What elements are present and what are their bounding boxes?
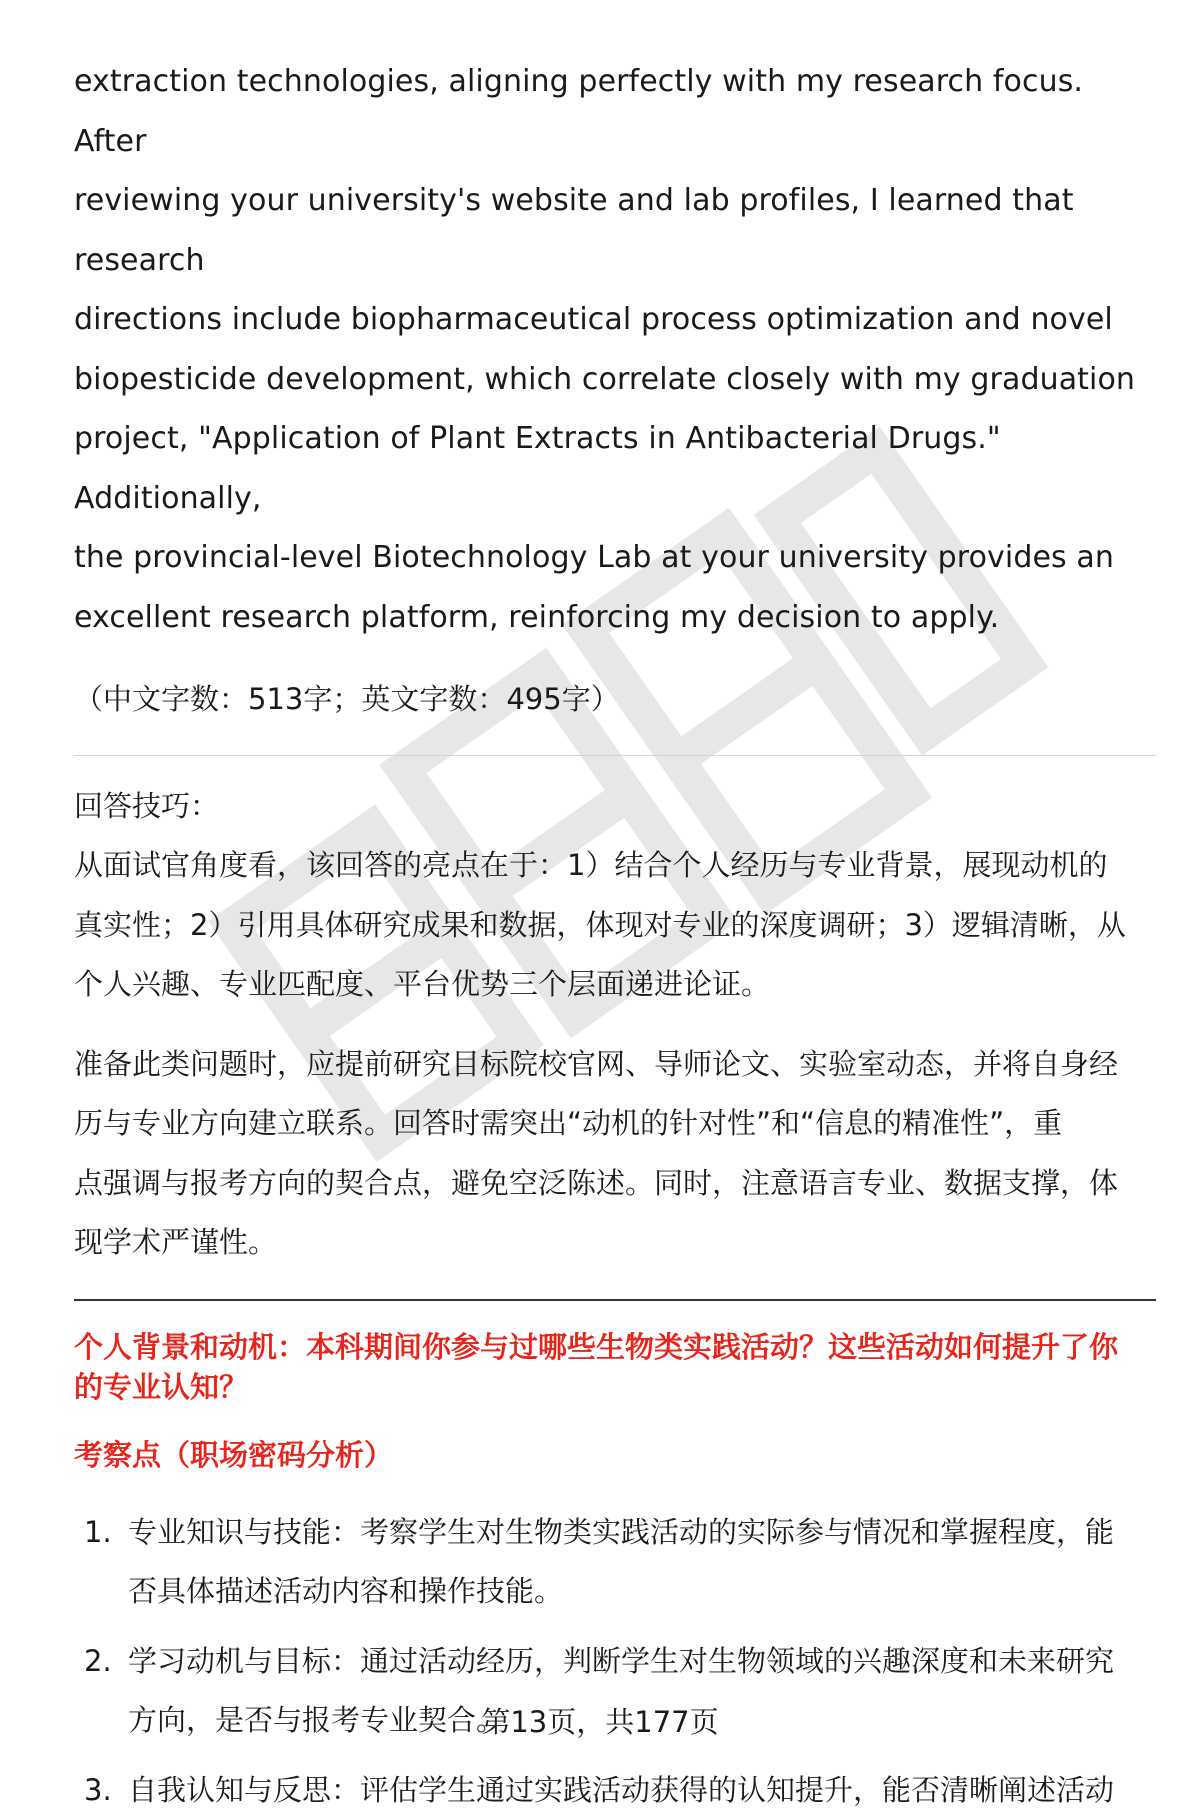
list-item <box>74 1503 1156 1622</box>
text-line: project, "Application of Plant Extracts in Antibacterial Drugs." Additionally, <box>74 409 1156 528</box>
text-line: 历与专业方向建立联系。回答时需突出“动机的针对性”和“信息的精准性”，重 <box>74 1094 1156 1154</box>
page-footer: 第13页，共177页 <box>0 1702 1200 1742</box>
english-paragraph <box>74 52 1156 647</box>
document-page <box>74 52 1156 1820</box>
list-number: 2. <box>84 1632 112 1692</box>
text-line: reviewing your university's website and lab profiles, I learned that research <box>74 171 1156 290</box>
tips-heading: 回答技巧： <box>74 776 1156 836</box>
section-divider <box>74 1299 1156 1301</box>
list-item <box>74 1761 1156 1820</box>
text-line: 否具体描述活动内容和操作技能。 <box>128 1562 1156 1622</box>
list-number: 1. <box>84 1503 112 1563</box>
text-line: 点强调与报考方向的契合点，避免空泛陈述。同时，注意语言专业、数据支撑，体 <box>74 1154 1156 1214</box>
question-line: 个人背景和动机：本科期间你参与过哪些生物类实践活动？这些活动如何提升了你 <box>74 1327 1156 1367</box>
text-line: 专业知识与技能：考察学生对生物类实践活动的实际参与情况和掌握程度，能 <box>128 1503 1156 1563</box>
text-line: 准备此类问题时，应提前研究目标院校官网、导师论文、实验室动态，并将自身经 <box>74 1035 1156 1095</box>
assessment-list <box>74 1503 1156 1820</box>
text-line: 方向，是否与报考专业契合。 <box>128 1691 1156 1751</box>
word-count: （中文字数：513字；英文字数：495字） <box>74 669 1156 729</box>
text-line: biopesticide development, which correlate closely with my graduation <box>74 350 1156 410</box>
text-line: 现学术严谨性。 <box>74 1213 1156 1273</box>
list-number: 3. <box>84 1761 112 1820</box>
text-line: 个人兴趣、专业匹配度、平台优势三个层面递进论证。 <box>74 955 1156 1015</box>
section-divider <box>74 755 1156 756</box>
tips-paragraph-1 <box>74 836 1156 1015</box>
tips-paragraph-2 <box>74 1035 1156 1273</box>
text-line: 从面试官角度看，该回答的亮点在于：1）结合个人经历与专业背景，展现动机的 <box>74 836 1156 896</box>
text-line: extraction technologies, aligning perfectly with my research focus. After <box>74 52 1156 171</box>
text-line: excellent research platform, reinforcing my decision to apply. <box>74 588 1156 648</box>
text-line: directions include biopharmaceutical process optimization and novel <box>74 290 1156 350</box>
text-line: 自我认知与反思：评估学生通过实践活动获得的认知提升，能否清晰阐述活动 <box>128 1761 1156 1820</box>
question-heading <box>74 1327 1156 1407</box>
text-line: the provincial-level Biotechnology Lab at your university provides an <box>74 528 1156 588</box>
assessment-subheading: 考察点（职场密码分析） <box>74 1435 1156 1475</box>
text-line: 学习动机与目标：通过活动经历，判断学生对生物领域的兴趣深度和未来研究 <box>128 1632 1156 1692</box>
text-line: 真实性；2）引用具体研究成果和数据，体现对专业的深度调研；3）逻辑清晰，从 <box>74 896 1156 956</box>
question-line: 的专业认知？ <box>74 1367 1156 1407</box>
